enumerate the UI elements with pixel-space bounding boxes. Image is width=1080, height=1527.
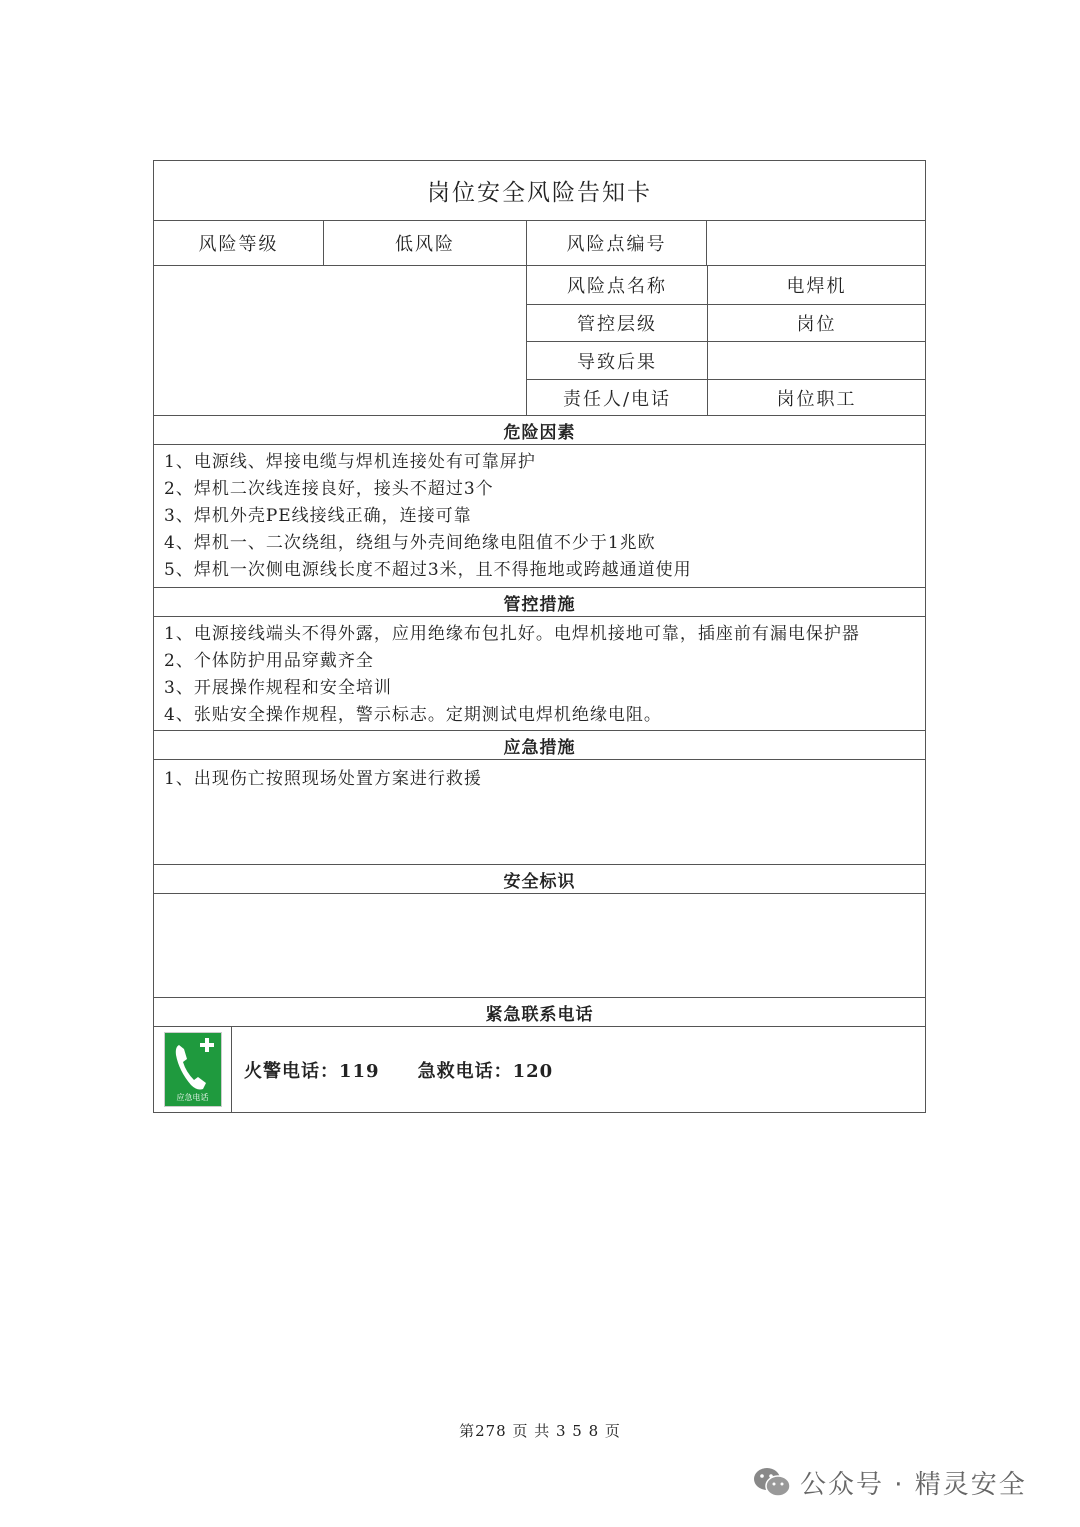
list-item: 4、焊机一、二次绕组，绕组与外壳间绝缘电阻值不少于1兆欧: [164, 533, 656, 553]
card-title: 岗位安全风险告知卡: [427, 180, 652, 206]
hazards-list-row: [154, 444, 925, 587]
consequence-value: [707, 342, 925, 379]
risk-point-no-value: [706, 221, 925, 265]
consequence-row: [527, 341, 925, 379]
hazards-list: [154, 445, 925, 587]
sign-cell: [154, 1027, 231, 1112]
emergency-phone-sign-icon: [164, 1032, 222, 1107]
sign-caption: 应急电话: [176, 1093, 209, 1102]
controls-heading-row: [154, 587, 925, 616]
list-item: 5、焊机一次侧电源线长度不超过3米，且不得拖地或跨越通道使用: [164, 560, 692, 580]
responsible-label: 责任人/电话: [562, 388, 672, 410]
wechat-icon: [752, 1465, 792, 1499]
risk-level-value: 低风险: [323, 221, 526, 265]
title-row: [154, 161, 925, 220]
contacts-heading-row: [154, 997, 925, 1026]
list-item: 3、焊机外壳PE线接线正确，连接可靠: [164, 506, 472, 526]
risk-notice-card: [153, 160, 926, 1113]
list-item: 1、电源接线端头不得外露，应用绝缘布包扎好。电焊机接地可靠，插座前有漏电保护器: [164, 624, 860, 644]
emergency-heading-row: [154, 730, 925, 759]
controls-list: [154, 617, 925, 730]
responsible-row: [527, 379, 925, 415]
hazards-heading-row: [154, 415, 925, 444]
list-item: 2、个体防护用品穿戴齐全: [164, 651, 374, 671]
control-level-value: 岗位: [707, 305, 925, 342]
risk-point-name-label: 风险点名称: [567, 275, 667, 297]
risk-point-no-label: 风险点编号: [526, 221, 706, 265]
controls-list-row: [154, 616, 925, 730]
signs-heading: 安全标识: [503, 871, 576, 892]
watermark: [752, 1462, 1027, 1502]
risk-level-label: 风险等级: [198, 234, 279, 255]
page-number: 第278 页 共 3 5 8 页: [459, 1422, 621, 1440]
control-level-row: [527, 304, 925, 342]
list-item: 4、张贴安全操作规程，警示标志。定期测试电焊机绝缘电阻。: [164, 705, 662, 725]
info-block: [154, 265, 925, 415]
responsible-value: 岗位职工: [707, 380, 925, 415]
risk-level-row: [154, 220, 925, 265]
controls-heading: 管控措施: [503, 594, 576, 615]
emergency-heading: 应急措施: [503, 737, 576, 758]
list-item: 1、出现伤亡按照现场处置方案进行救援: [164, 769, 482, 789]
contacts-row: [154, 1026, 925, 1112]
blank-area: [154, 266, 526, 415]
watermark-text: 公众号 · 精灵安全: [800, 1469, 1027, 1500]
risk-point-name-row: [527, 266, 925, 304]
contacts-heading: 紧急联系电话: [485, 1004, 594, 1025]
signs-heading-row: [154, 864, 925, 893]
signs-area: [154, 893, 925, 997]
list-item: 3、开展操作规程和安全培训: [164, 678, 392, 698]
emergency-list-row: [154, 759, 925, 864]
contact-numbers: 火警电话：119 急救电话：120: [231, 1027, 925, 1112]
consequence-label: 导致后果: [577, 351, 657, 373]
risk-point-name-value: 电焊机: [707, 266, 925, 304]
hazards-heading: 危险因素: [503, 422, 576, 443]
info-block-right: [526, 266, 925, 415]
control-level-label: 管控层级: [577, 314, 657, 336]
list-item: 1、电源线、焊接电缆与焊机连接处有可靠屏护: [164, 452, 536, 472]
list-item: 2、焊机二次线连接良好，接头不超过3个: [164, 479, 494, 499]
emergency-list: [154, 760, 925, 864]
